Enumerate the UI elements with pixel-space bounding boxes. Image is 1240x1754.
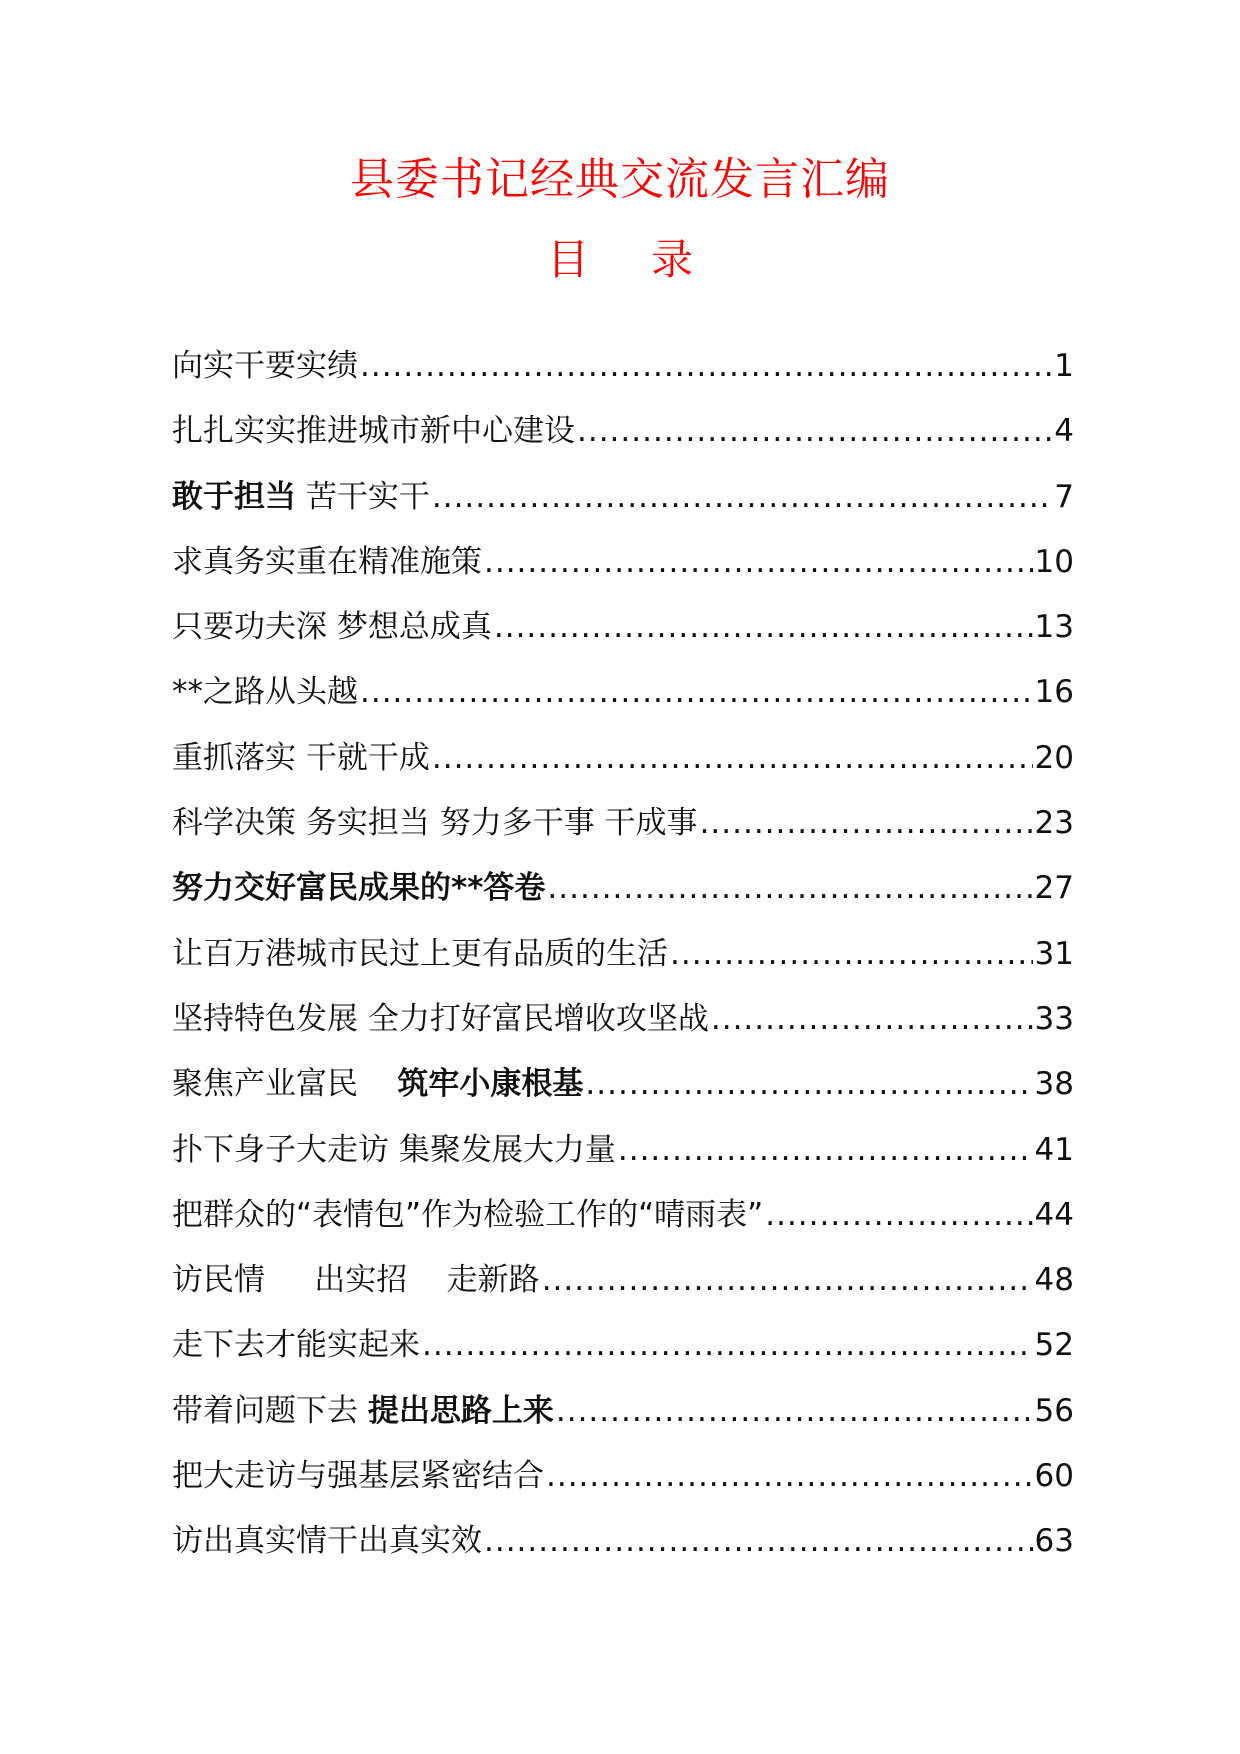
toc-entry[interactable] [172,803,1074,868]
toc-dot-leader [700,803,1033,843]
toc-entry-title-part: 聚焦产业富民 [172,1066,398,1103]
toc-dot-leader [484,542,1033,582]
toc-entry[interactable] [172,738,1074,803]
toc-page-number: 31 [1034,935,1074,972]
toc-entry-title-part: 让百万港城市民过上更有品质的生活 [172,935,668,972]
toc-entry-title-part: 扎扎实实推进城市新中心建设 [172,413,575,450]
toc-page-number: 44 [1034,1196,1074,1233]
toc-entry-title [172,1260,540,1300]
toc-dot-leader [546,1456,1033,1496]
toc-entry-title [172,411,575,451]
toc-page-number: 41 [1034,1131,1074,1168]
toc-entry[interactable] [172,1260,1074,1325]
toc-page-number: 60 [1034,1458,1074,1495]
toc-dot-leader [542,1260,1033,1300]
toc-entry[interactable] [172,477,1074,542]
toc-entry-title [172,868,545,908]
toc-entry-title-part: 把大走访与强基层紧密结合 [172,1458,544,1495]
toc-entry-title [172,738,430,778]
toc-entry[interactable] [172,607,1074,672]
toc-entry-title [172,1064,583,1104]
toc-entry-title-part: 走下去才能实起来 [172,1327,420,1364]
toc-entry-title-part: 科学决策 务实担当 努力多干事 干成事 [172,805,698,842]
toc-dot-leader [360,346,1052,386]
toc-entry-title-part: 努力交好富民成果的**答卷 [172,870,546,907]
toc-entry-title-part: 敢于担当 [172,478,296,515]
toc-page-number: 56 [1034,1392,1074,1429]
toc-entry[interactable] [172,542,1074,607]
toc-entry-title [172,1456,544,1496]
toc-heading-char-1: 目 [546,235,589,284]
toc-entry[interactable] [172,1195,1074,1260]
toc-entry-title-part: 求真务实重在精准施策 [172,543,482,580]
toc-page-number: 1 [1054,348,1074,384]
toc-entry[interactable] [172,999,1074,1064]
toc-entry-title-part: 筑牢小康根基 [397,1066,584,1103]
toc-dot-leader [432,477,1052,517]
toc-entry-title-part: 坚持特色发展 全力打好富民增收攻坚战 [172,1000,709,1037]
toc-entry[interactable] [172,1064,1074,1129]
toc-dot-leader [547,868,1032,908]
toc-entry-title [172,542,482,582]
toc-entry-title [172,803,698,843]
toc-page-number: 27 [1034,870,1074,907]
toc-entry[interactable] [172,672,1074,737]
toc-entry[interactable] [172,934,1074,999]
toc-entry-title-part: **之路从头越 [172,674,358,711]
toc-entry-title [172,934,668,974]
toc-page-number: 23 [1034,805,1074,842]
toc-entry-title-part: 提出思路上来 [367,1392,554,1429]
toc-page-number: 33 [1034,1000,1074,1037]
toc-dot-leader [585,1064,1032,1104]
toc-entry[interactable] [172,346,1074,411]
toc-page-number: 4 [1054,413,1074,450]
toc-dot-leader [432,738,1033,778]
toc-heading-char-2: 录 [651,235,694,284]
toc-entry-title [172,1195,763,1235]
toc-dot-leader [484,1521,1033,1561]
toc-entry-title-part: 向实干要实绩 [172,348,358,384]
toc-entry-title-part: 只要功夫深 梦想总成真 [172,609,492,646]
toc-dot-leader [422,1325,1033,1365]
toc-entry-title [172,1325,420,1365]
toc-page-number: 7 [1054,478,1074,515]
toc-dot-leader [711,999,1033,1039]
toc-entry-title-part: 苦干实干 [296,478,430,515]
toc-entry-title [172,672,358,712]
toc-page-number: 10 [1034,543,1074,580]
toc-page-number: 48 [1034,1262,1074,1299]
toc-page-number: 20 [1034,739,1074,776]
toc-entry-title [172,999,709,1039]
toc-entry-title-part: 重抓落实 干就干成 [172,739,430,776]
table-of-contents [172,346,1074,1587]
toc-entry[interactable] [172,868,1074,933]
toc-page-number: 52 [1034,1327,1074,1364]
toc-entry[interactable] [172,1456,1074,1521]
toc-dot-leader [670,934,1033,974]
toc-entry-title [172,346,358,386]
toc-entry-title [172,607,492,647]
toc-heading [0,232,1240,288]
toc-page-number: 13 [1034,609,1074,646]
toc-dot-leader [765,1195,1032,1235]
toc-entry-title-part: 扑下身子大走访 集聚发展大力量 [172,1131,616,1168]
toc-entry[interactable] [172,1521,1074,1586]
toc-entry-title-part: 访民情 出实招 走新路 [172,1262,540,1299]
toc-entry-title [172,1521,482,1561]
toc-entry-title [172,477,430,517]
toc-dot-leader [556,1391,1033,1431]
toc-dot-leader [618,1130,1033,1170]
toc-entry-title [172,1130,616,1170]
document-title: 县委书记经典交流发言汇编 [350,154,890,205]
toc-entry[interactable] [172,1391,1074,1456]
toc-entry-title-part: 访出真实情干出真实效 [172,1523,482,1560]
toc-page-number: 16 [1034,674,1074,711]
toc-dot-leader [494,607,1033,647]
toc-page-number: 38 [1034,1066,1074,1103]
toc-page-number: 63 [1034,1523,1074,1560]
toc-dot-leader [360,672,1033,712]
toc-entry[interactable] [172,411,1074,476]
toc-entry-title [172,1391,554,1431]
toc-entry[interactable] [172,1325,1074,1390]
toc-dot-leader [577,411,1052,451]
toc-entry-title-part: 把群众的“表情包”作为检验工作的“晴雨表” [172,1196,764,1233]
toc-entry-title-part: 带着问题下去 [172,1392,368,1429]
toc-entry[interactable] [172,1130,1074,1195]
